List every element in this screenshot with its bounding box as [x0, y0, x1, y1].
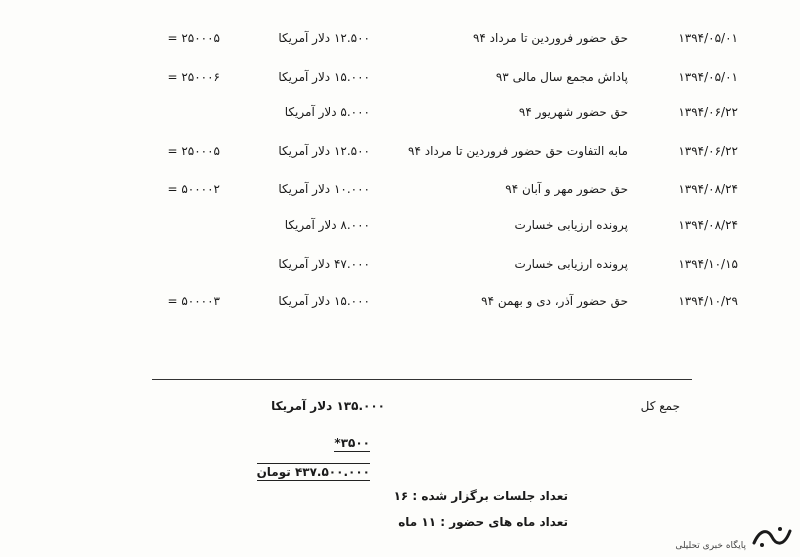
payment-amount-usd: ۴۷.۰۰۰ دلار آمریکا — [278, 257, 370, 271]
payment-description: پرونده ارزیابی خسارت — [514, 257, 628, 271]
seal-icon — [750, 523, 794, 551]
payment-amount-usd: ۱۵.۰۰۰ دلار آمریکا — [278, 70, 370, 84]
payment-rial-value: ۲۵۰۰۰۵ = — [167, 144, 220, 158]
months-count: تعداد ماه های حضور : ۱۱ ماه — [398, 515, 568, 529]
payment-rial-value: ۵۰۰۰۰۲ = — [167, 182, 220, 196]
separator-line — [152, 379, 692, 380]
payment-rial-value: ۲۵۰۰۰۶ = — [167, 70, 220, 84]
total-label: جمع کل — [640, 399, 680, 413]
exchange-rate: ۳۵۰۰* — [334, 436, 370, 450]
payment-date: ۱۳۹۴/۰۶/۲۲ — [678, 105, 738, 119]
logo-caption: پایگاه خبری تحلیلی — [675, 541, 746, 551]
payment-description: حق حضور شهریور ۹۴ — [518, 105, 628, 119]
watermark-logo — [674, 511, 794, 551]
payment-date: ۱۳۹۴/۰۵/۰۱ — [678, 70, 738, 84]
sessions-count: تعداد جلسات برگزار شده : ۱۶ — [393, 489, 568, 503]
payment-date: ۱۳۹۴/۰۵/۰۱ — [678, 31, 738, 45]
payment-date: ۱۳۹۴/۰۸/۲۴ — [678, 218, 738, 232]
payment-description: مابه التفاوت حق حضور فروردین تا مرداد ۹۴ — [408, 144, 628, 158]
total-toman: ۴۳۷.۵۰۰.۰۰۰ تومان — [256, 465, 370, 479]
payment-date: ۱۳۹۴/۱۰/۲۹ — [678, 294, 738, 308]
payment-date: ۱۳۹۴/۰۶/۲۲ — [678, 144, 738, 158]
payment-amount-usd: ۱۲.۵۰۰ دلار آمریکا — [278, 144, 370, 158]
payment-amount-usd: ۸.۰۰۰ دلار آمریکا — [284, 218, 370, 232]
payment-amount-usd: ۱۵.۰۰۰ دلار آمریکا — [278, 294, 370, 308]
payment-description: حق حضور آذر، دی و بهمن ۹۴ — [481, 294, 628, 308]
payment-description: پرونده ارزیابی خسارت — [514, 218, 628, 232]
payment-description: پاداش مجمع سال مالی ۹۳ — [495, 70, 628, 84]
payment-date: ۱۳۹۴/۰۸/۲۴ — [678, 182, 738, 196]
payment-rial-value: ۵۰۰۰۰۳ = — [167, 294, 220, 308]
payment-amount-usd: ۵.۰۰۰ دلار آمریکا — [284, 105, 370, 119]
payment-amount-usd: ۱۰.۰۰۰ دلار آمریکا — [278, 182, 370, 196]
payment-description: حق حضور مهر و آبان ۹۴ — [505, 182, 628, 196]
payment-rial-value: ۲۵۰۰۰۵ = — [167, 31, 220, 45]
payment-amount-usd: ۱۲.۵۰۰ دلار آمریکا — [278, 31, 370, 45]
payment-description: حق حضور فروردین تا مرداد ۹۴ — [472, 31, 628, 45]
total-usd: ۱۳۵.۰۰۰ دلار آمریکا — [271, 399, 385, 413]
payment-date: ۱۳۹۴/۱۰/۱۵ — [678, 257, 738, 271]
